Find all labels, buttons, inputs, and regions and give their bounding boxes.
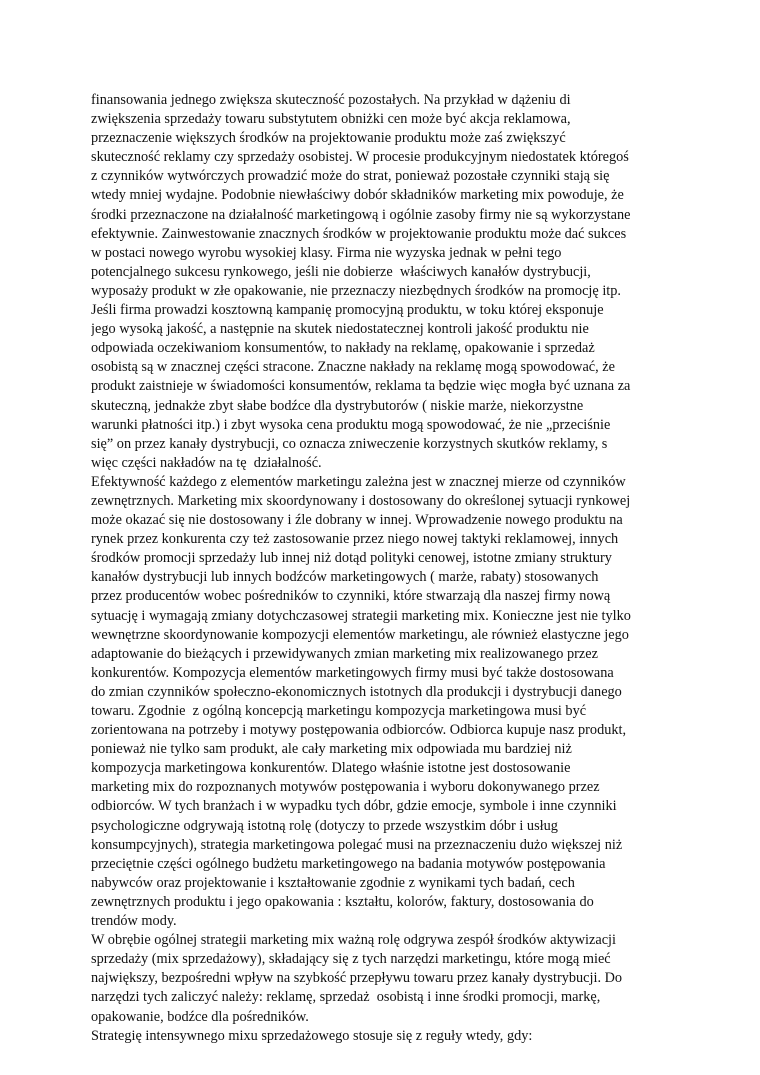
text-line: wewnętrzne skoordynowanie kompozycji elementów marketingu, ale również elastyczne jego	[91, 626, 629, 643]
text-line: może okazać się nie dostosowany i źle dobrany w innej. Wprowadzenie nowego produktu na	[91, 512, 623, 529]
text-line: zewnętrznych produktu i jego opakowania : kształtu, kolorów, faktury, dostosowania do	[91, 893, 594, 910]
text-line: Strategię intensywnego mixu sprzedażowego stosuje się z reguły wtedy, gdy:	[91, 1027, 533, 1044]
text-line: skuteczność reklamy czy sprzedaży osobistej. W procesie produkcyjnym niedostatek któregoś	[91, 149, 629, 166]
text-line: warunki płatności itp.) i zbyt wysoka cena produktu mogą spowodować, że nie „przeciśnie	[91, 416, 611, 433]
text-line: wtedy mniej wydajne. Podobnie niewłaściwy dobór składników marketing mix powoduje, że	[91, 187, 624, 204]
text-line: ponieważ nie tylko sam produkt, ale cały marketing mix odpowiada mu bardziej niż	[91, 741, 572, 758]
text-line: kompozycja marketingowa konkurentów. Dlatego właśnie istotne jest dostosowanie	[91, 760, 571, 777]
text-line: odpowiada oczekiwaniom konsumentów, to nakłady na reklamę, opakowanie i sprzedaż	[91, 340, 595, 357]
text-line: jego wysoką jakość, a następnie na skutek niedostatecznej kontroli jakość produktu nie	[91, 321, 589, 338]
text-line: w postaci nowego wyrobu wysokiej klasy. Firma nie wyzyska jednak w pełni tego	[91, 244, 562, 261]
text-line: osobistą są w znacznej części stracone. Znaczne nakłady na reklamę mogą spowodować, że	[91, 359, 615, 376]
text-line: W obrębie ogólnej strategii marketing mix ważną rolę odgrywa zespół środków aktywizacji	[91, 932, 616, 949]
text-line: środki przeznaczone na działalność marketingową i ogólnie zasoby firmy nie są wykorzystane	[91, 206, 631, 223]
text-line: do zmian czynników społeczno-ekonomicznych istotnych dla produkcji i dystrybucji danego	[91, 683, 622, 700]
text-line: nabywców oraz projektowanie i kształtowanie zgodnie z wynikami tych badań, cech	[91, 874, 575, 891]
text-line: towaru. Zgodnie z ogólną koncepcją marketingu kompozycja marketingowa musi być	[91, 703, 587, 719]
text-line: się” on przez kanały dystrybucji, co oznacza zniweczenie korzystnych skutków reklamy, s	[91, 435, 608, 452]
text-line: przeznaczenie większych środków na projektowanie produktu może zaś zwiększyć	[91, 130, 566, 147]
text-line: wyposaży produkt w złe opakowanie, nie przeznaczy niezbędnych środków na promocję itp.	[91, 282, 621, 299]
text-line: z czynników wytwórczych prowadzić może do strat, ponieważ pozostałe czynniki stają się	[91, 168, 610, 185]
text-line: trendów mody.	[91, 913, 177, 930]
text-line: finansowania jednego zwiększa skuteczność pozostałych. Na przykład w dążeniu di	[91, 92, 571, 108]
text-line: sprzedaży (mix sprzedażowy), składający się z tych narzędzi marketingu, które mogą mieć	[91, 951, 611, 968]
document-body	[91, 91, 681, 1046]
text-line: środków promocji sprzedaży lub innej niż dotąd polityki cenowej, istotne zmiany struktury	[91, 550, 612, 567]
text-line: Jeśli firma prowadzi kosztowną kampanię promocyjną produktu, w toku której eksponuje	[91, 302, 604, 319]
text-line: narzędzi tych zaliczyć należy: reklamę, sprzedaż osobistą i inne środki promocji, markę,	[91, 989, 601, 1006]
text-line: przeciętnie części ogólnego budżetu marketingowego na badania motywów postępowania	[91, 855, 606, 872]
text-line: konkurentów. Kompozycja elementów marketingowych firmy musi być także dostosowana	[91, 664, 614, 681]
text-line: więc części nakładów na tę działalność.	[91, 454, 322, 471]
text-line: rynek przez konkurenta czy też zastosowanie przez niego nowej taktyki reklamowej, innych	[91, 531, 619, 548]
text-line: zwiększenia sprzedaży towaru substytutem obniżki cen może być akcja reklamowa,	[91, 111, 571, 128]
text-line: największy, bezpośredni wpływ na szybkość przepływu towaru przez kanały dystrybucji. Do	[91, 970, 623, 987]
text-line: zewnętrznych. Marketing mix skoordynowany i dostosowany do określonej sytuacji rynkowej	[91, 492, 631, 509]
text-line: adaptowanie do bieżących i przewidywanych zmian marketing mix realizowanego przez	[91, 645, 598, 662]
text-line: skuteczną, jednakże zbyt słabe bodźce dla dystrybutorów ( niskie marże, niekorzystne	[91, 397, 584, 414]
text-line: produkt zaistnieje w świadomości konsumentów, reklama ta będzie więc mogła być uznana za	[91, 378, 631, 395]
text-line: odbiorców. W tych branżach i w wypadku tych dóbr, gdzie emocje, symbole i inne czynniki	[91, 798, 617, 815]
text-line: potencjalnego sukcesu rynkowego, jeśli nie dobierze właściwych kanałów dystrybucji,	[91, 263, 591, 280]
text-line: sytuację i wymagają zmiany dotychczasowej strategii marketing mix. Konieczne jest nie tylko	[91, 607, 631, 624]
text-line: zorientowana na potrzeby i motywy postępowania odbiorców. Odbiorca kupuje nasz produkt,	[91, 722, 627, 739]
text-line: psychologiczne odgrywają istotną rolę (dotyczy to przede wszystkim dóbr i usług	[91, 817, 558, 834]
text-line: przez producentów wobec pośredników to czynniki, które stwarzają dla naszej firmy nową	[91, 588, 611, 605]
text-line: efektywnie. Zainwestowanie znacznych środków w projektowanie produktu może dać sukces	[91, 225, 627, 242]
text-line: konsumpcyjnych), strategia marketingowa polegać musi na przeznaczeniu dużo większej niż	[91, 836, 623, 853]
text-line: kanałów dystrybucji lub innych bodźców marketingowych ( marże, rabaty) stosowanych	[91, 569, 599, 586]
text-line: Efektywność każdego z elementów marketingu zależna jest w znacznej mierze od czynników	[91, 473, 626, 490]
text-line: marketing mix do rozpoznanych motywów postępowania i wyboru dokonywanego przez	[91, 779, 600, 796]
text-line: opakowanie, bodźce dla pośredników.	[91, 1008, 309, 1025]
